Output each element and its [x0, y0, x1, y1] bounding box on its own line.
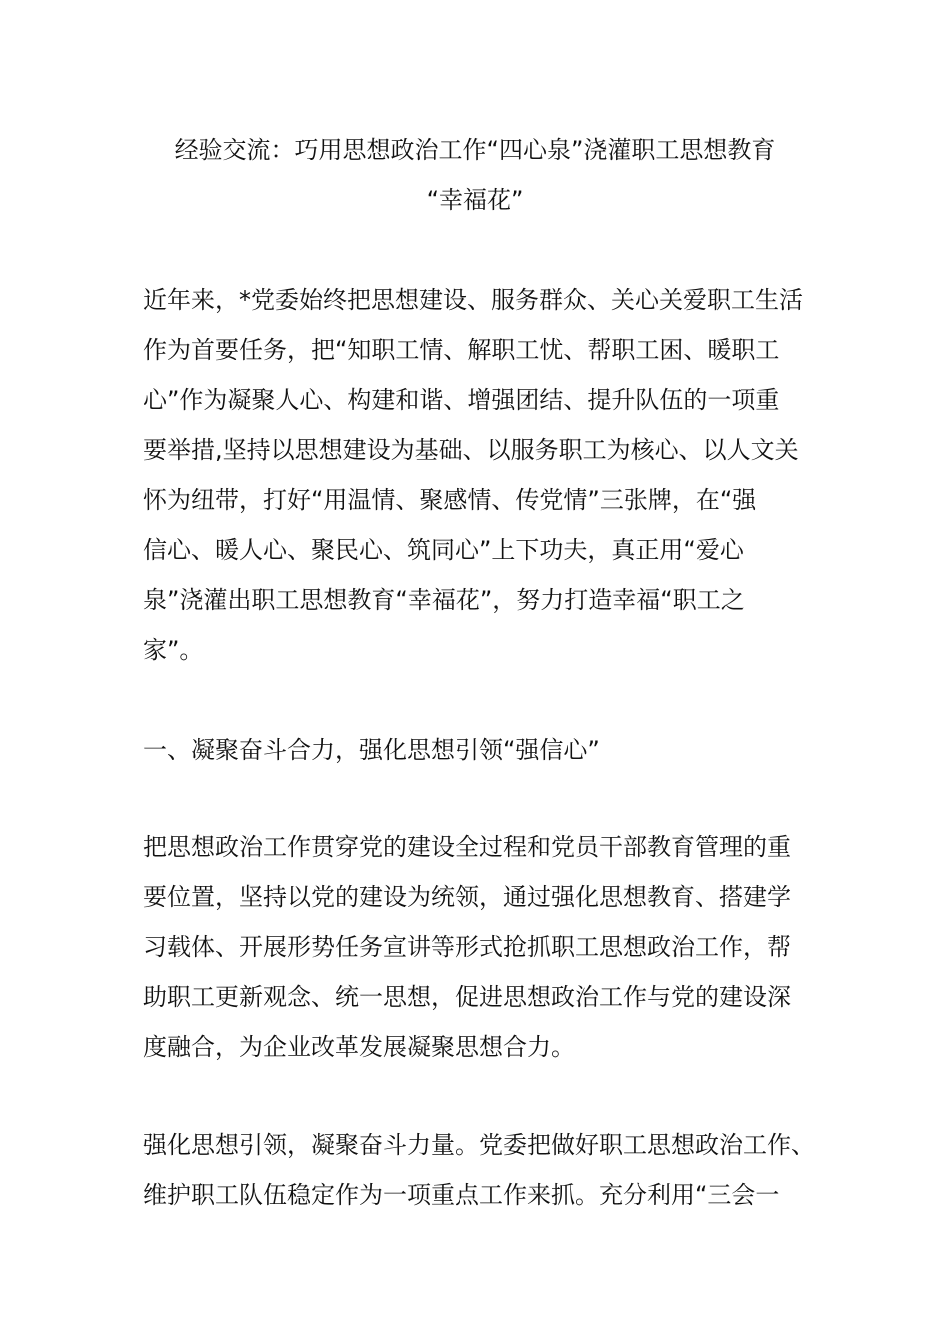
paragraph-line: 作为首要任务，把“知职工情、解职工忧、帮职工困、暖职工 [143, 336, 780, 364]
paragraph-line: 怀为纽带，打好“用温情、聚感情、传党情”三张牌，在“强 [143, 486, 757, 514]
paragraph-line: 要举措,坚持以思想建设为基础、以服务职工为核心、以人文关 [143, 436, 799, 464]
paragraph-line: 维护职工队伍稳定作为一项重点工作来抓。充分利用“三会一 [143, 1181, 780, 1209]
paragraph-line: 近年来，*党委始终把思想建设、服务群众、关心关爱职工生活 [143, 286, 803, 314]
paragraph-line: 度融合，为企业改革发展凝聚思想合力。 [143, 1033, 575, 1061]
paragraph-line: 把思想政治工作贯穿党的建设全过程和党员干部教育管理的重 [143, 833, 791, 861]
paragraph-line: 强化思想引领，凝聚奋斗力量。党委把做好职工思想政治工作、 [143, 1131, 815, 1159]
paragraph-line: 要位置，坚持以党的建设为统领，通过强化思想教育、搭建学 [143, 883, 791, 911]
paragraph-line: 泉”浇灌出职工思想教育“幸福花”，努力打造幸福“职工之 [143, 586, 745, 614]
paragraph-line: 助职工更新观念、统一思想，促进思想政治工作与党的建设深 [143, 983, 791, 1011]
paragraph-line: 心”作为凝聚人心、构建和谐、增强团结、提升队伍的一项重 [143, 386, 780, 414]
section-heading-line: 一、凝聚奋斗合力，强化思想引领“强信心” [143, 736, 600, 764]
paragraph-line: 习载体、开展形势任务宣讲等形式抢抓职工思想政治工作，帮 [143, 933, 791, 961]
paragraph-line: 信心、暖人心、聚民心、筑同心”上下功夫，真正用“爱心 [143, 536, 744, 564]
document-title-line-1: 经验交流：巧用思想政治工作“四心泉”浇灌职工思想教育 [174, 136, 776, 164]
paragraph-line: 家”。 [143, 636, 204, 664]
document-title-line-2: “幸福花” [426, 186, 524, 214]
